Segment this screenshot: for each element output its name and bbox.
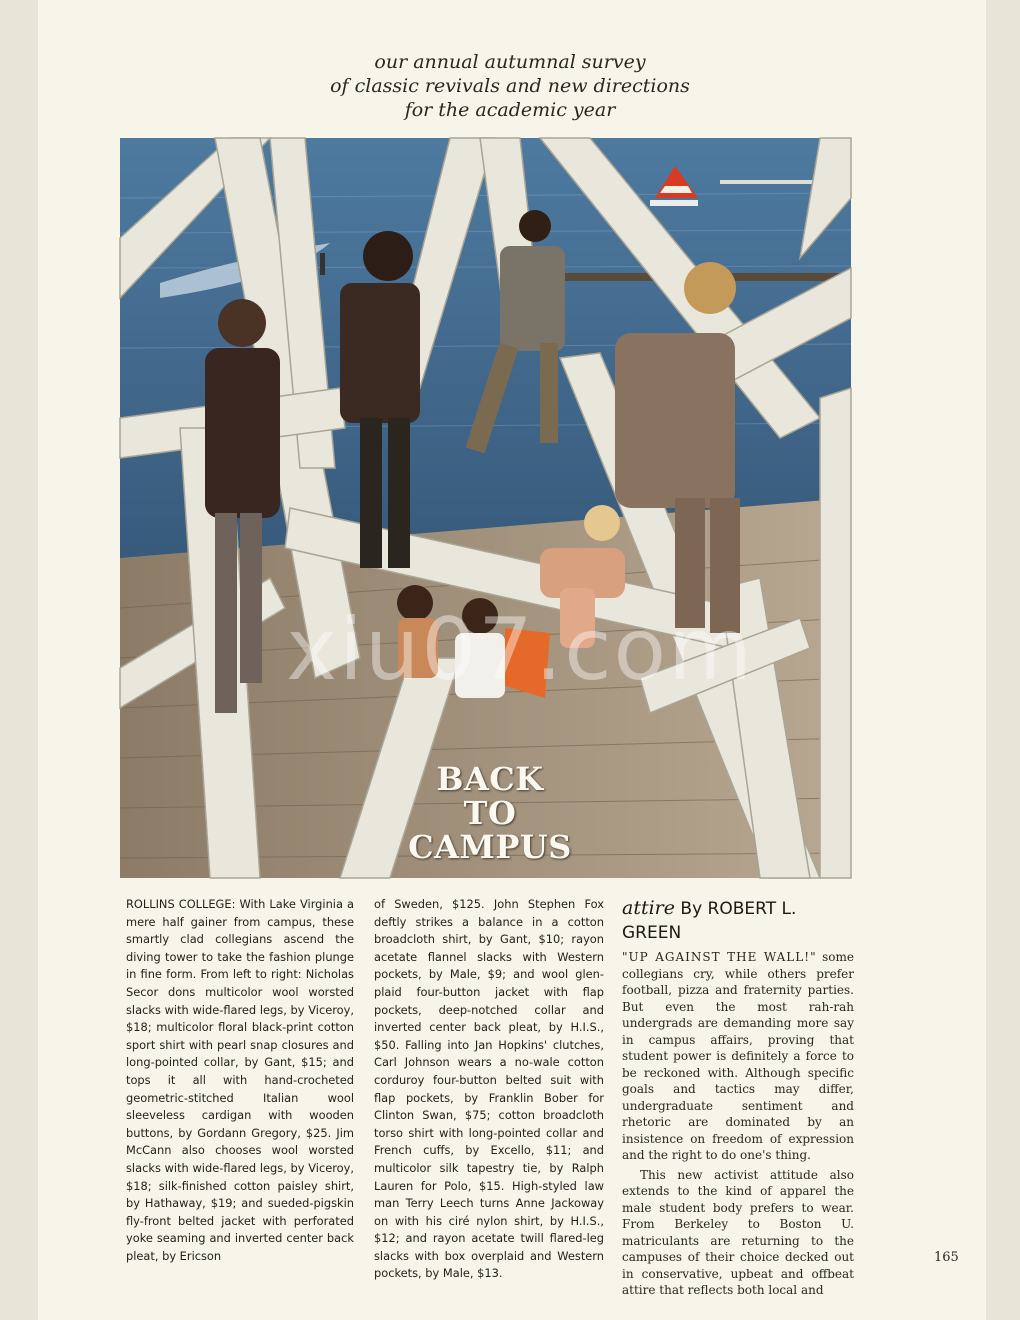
article-paragraph-1 (622, 949, 854, 1164)
headline-line-3: CAMPUS (408, 828, 572, 866)
byline (622, 896, 854, 945)
article-paragraph-1-text: some collegians cry, while others prefer football, pizza and fraternity parties. But even the most rah-rah undergrads are demanding more say in campus affairs, proving that student power is definitely a force to be reckoned with. Although specific goals and tactics may differ, undergraduate sentiment and rhetoric are dominated by an insistence on freedom of expression and the right to do one's thing. (622, 950, 854, 1162)
caption-column-1: ROLLINS COLLEGE: With Lake Virginia a mere half gainer from campus, these smartly clad collegians ascend the diving tower to take the fashion plunge in fine form. From left to right: Nicholas Secor dons multicolor wool worsted slacks with wide-flared legs, by Viceroy, $18; multicolor floral black-print cotton sport shirt with pearl snap closures and long-pointed collar, by Gant, $15; and tops it all with hand-crocheted geometric-stitched Italian wool sleeveless cardigan with wooden buttons, by Gordann Gregory, $25. Jim McCann also chooses wool worsted slacks with wide-flared legs, by Viceroy, $18; silk-finished cotton paisley shirt, by Hathaway, $19; and sueded-pigskin fly-front belted jacket with perforated yoke seaming and inverted center back pleat, by Ericson (126, 897, 354, 1263)
caption-column-2: of Sweden, $125. John Stephen Fox deftly strikes a balance in a cotton broadcloth shirt, by Gant, $10; rayon acetate flannel slacks with Western pockets, by Male, $9; and wool glen-plaid four-button jacket with flap pockets, deep-notched collar and inverted center back pleat, by H.I.S., $50. Falling into Jan Hopkins' clutches, Carl Johnson wears a no-wale cotton corduroy four-button belted suit with flap pockets, by Franklin Bober for Clinton Swan, $75; cotton broadcloth torso shirt with long-pointed collar and French cuffs, by Excello, $11; and multicolor silk tapestry tie, by Ralph Lauren for Polo, $15. High-styled law man Terry Leech turns Anne Jackoway on with his ciré nylon shirt, by H.I.S., $12; and rayon acetate twill flared-leg slacks with box overplaid and Western pockets, by Male, $13. (374, 897, 604, 1281)
byline-author: By ROBERT L. GREEN (622, 899, 797, 943)
byline-attire: attire (622, 897, 676, 919)
headline-line-2: TO (463, 794, 517, 832)
headline (400, 762, 580, 864)
article-lead-quote: "UP AGAINST THE WALL!" (622, 950, 817, 964)
watermark-text: xiu07.com (286, 600, 754, 700)
kicker-line-3: for the academic year (404, 99, 616, 121)
page-number: 165 (934, 1250, 959, 1265)
headline-line-1: BACK (436, 760, 544, 798)
kicker-text (0, 50, 1020, 122)
kicker-line-2: of classic revivals and new directions (330, 75, 690, 97)
article-column (622, 896, 854, 1297)
distant-pier (720, 180, 820, 184)
kicker-line-1: our annual autumnal survey (374, 51, 646, 73)
article-paragraph-2: This new activist attitude also extends to the kind of apparel the male student body prefers to wear. From Berkeley to Boston U. matriculants are returning to the campuses of their choice decked out in conservative, upbeat and offbeat attire that reflects both local and (622, 1167, 854, 1297)
